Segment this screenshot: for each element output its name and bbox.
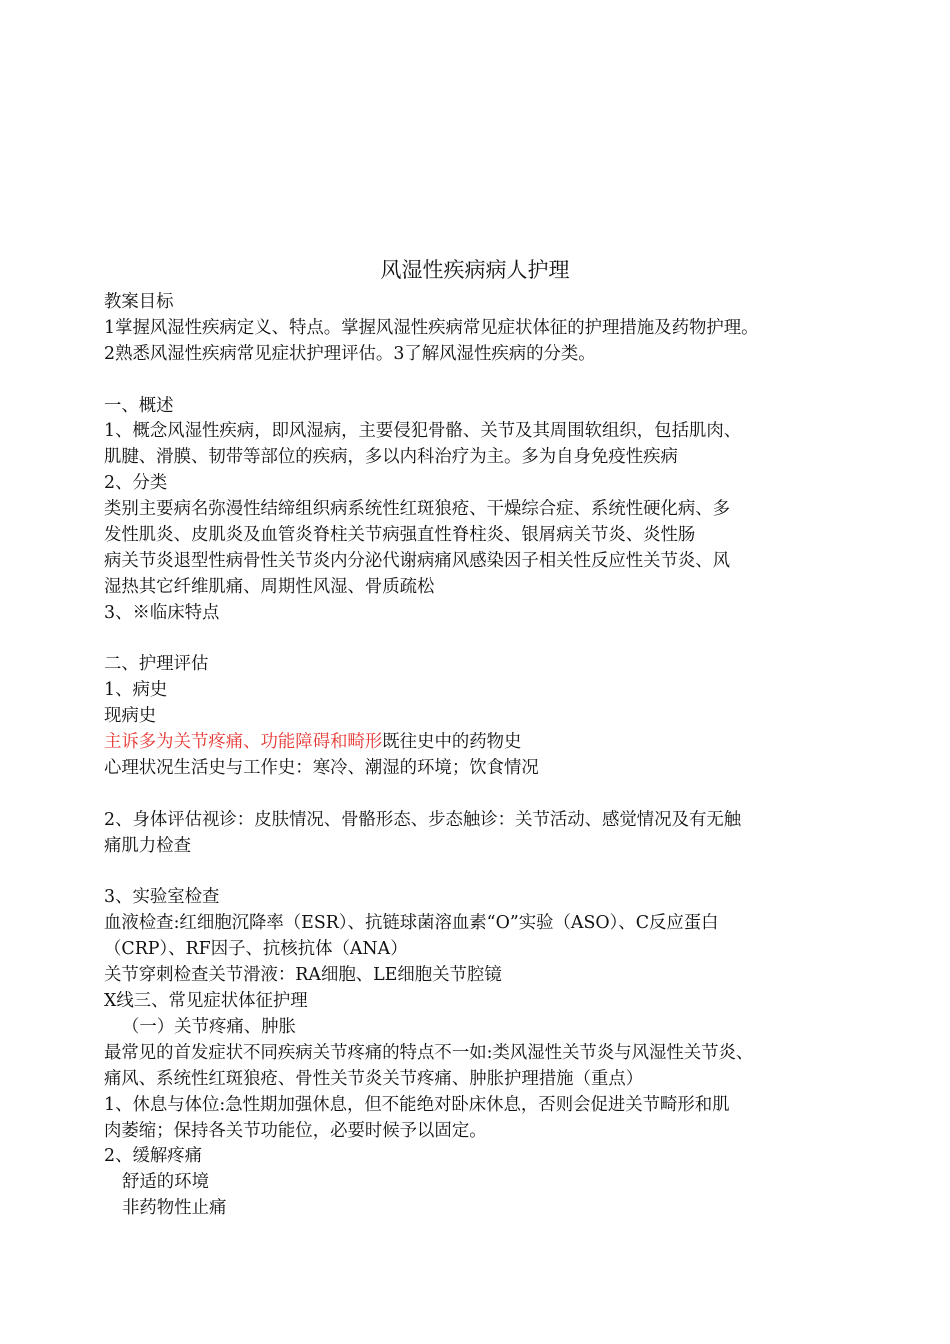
blank-line <box>104 860 894 886</box>
blank-line <box>104 627 894 653</box>
text-line: 现病史 <box>104 706 157 727</box>
document-body <box>104 290 894 1222</box>
blank-line <box>104 782 894 808</box>
text-line: 痛肌力检查 <box>104 835 191 856</box>
text-line: X线三、常见症状体征护理 <box>104 991 308 1012</box>
section-heading-assessment: 二、护理评估 <box>104 654 209 675</box>
subheading-joint-pain: （一）关节疼痛、肿胀 <box>122 1016 296 1037</box>
text-line-highlighted <box>104 730 894 756</box>
text-line: 病关节炎退型性病骨性关节炎内分泌代谢病痛风感染因子相关性反应性关节炎、风 <box>104 550 731 571</box>
text-line: （CRP）、RF因子、抗核抗体（ANA） <box>104 939 408 960</box>
text-line: 血液检查:红细胞沉降率（ESR）、抗链球菌溶血素“O”实验（ASO）、C反应蛋白 <box>104 913 719 934</box>
section-heading-objectives: 教案目标 <box>104 292 174 312</box>
text-line: 1、概念风湿性疾病，即风湿病，主要侵犯骨骼、关节及其周围软组织，包括肌肉、 <box>104 421 742 442</box>
subheading-pain-relief: 2、缓解疼痛 <box>104 1146 203 1167</box>
text-line: 2熟悉风湿性疾病常见症状护理评估。3了解风湿性疾病的分类。 <box>104 343 596 364</box>
blank-line <box>104 368 894 394</box>
text-fragment: 既往史中的药物史 <box>382 732 522 753</box>
text-line: 心理状况生活史与工作史：寒冷、潮湿的环境；饮食情况 <box>104 758 539 779</box>
text-line: 2、身体评估视诊：皮肤情况、骨骼形态、步态触诊：关节活动、感觉情况及有无触 <box>104 809 742 830</box>
text-line: 肉萎缩；保持各关节功能位，必要时候予以固定。 <box>104 1120 487 1141</box>
text-line: 肌腱、滑膜、韧带等部位的疾病，多以内科治疗为主。多为自身免疫性疾病 <box>104 447 678 468</box>
text-line: 关节穿刺检查关节滑液：RA细胞、LE细胞关节腔镜 <box>104 965 502 986</box>
text-line: 最常见的首发症状不同疾病关节疼痛的特点不一如:类风湿性关节炎与风湿性关节炎、 <box>104 1042 754 1063</box>
text-line: 发性肌炎、皮肌炎及血管炎脊柱关节病强直性脊柱炎、银屑病关节炎、炎性肠 <box>104 525 696 546</box>
highlighted-text: 主诉多为关节疼痛、功能障碍和畸形 <box>104 732 383 753</box>
text-line: 非药物性止痛 <box>122 1198 227 1219</box>
text-line: 舒适的环境 <box>122 1172 209 1193</box>
section-heading-overview: 一、概述 <box>104 395 174 416</box>
text-line: 类别主要病名弥漫性结缔组织病系统性红斑狼疮、干燥综合症、系统性硬化病、多 <box>104 499 731 520</box>
subheading-clinical-features: 3、※临床特点 <box>104 602 220 623</box>
subheading-history: 1、病史 <box>104 680 168 701</box>
text-line: 1掌握风湿性疾病定义、特点。掌握风湿性疾病常见症状体征的护理措施及药物护理。 <box>104 317 759 338</box>
text-line: 痛风、系统性红斑狼疮、骨性关节炎关节疼痛、肿胀护理措施（重点） <box>104 1068 644 1089</box>
subheading-classification: 2、分类 <box>104 473 168 494</box>
document-title: 风湿性疾病病人护理 <box>380 258 570 282</box>
text-line: 湿热其它纤维肌痛、周期性风湿、骨质疏松 <box>104 576 435 597</box>
text-line: 1、休息与体位:急性期加强休息，但不能绝对卧床休息，否则会促进关节畸形和肌 <box>104 1094 730 1115</box>
subheading-lab-tests: 3、实验室检查 <box>104 887 220 908</box>
